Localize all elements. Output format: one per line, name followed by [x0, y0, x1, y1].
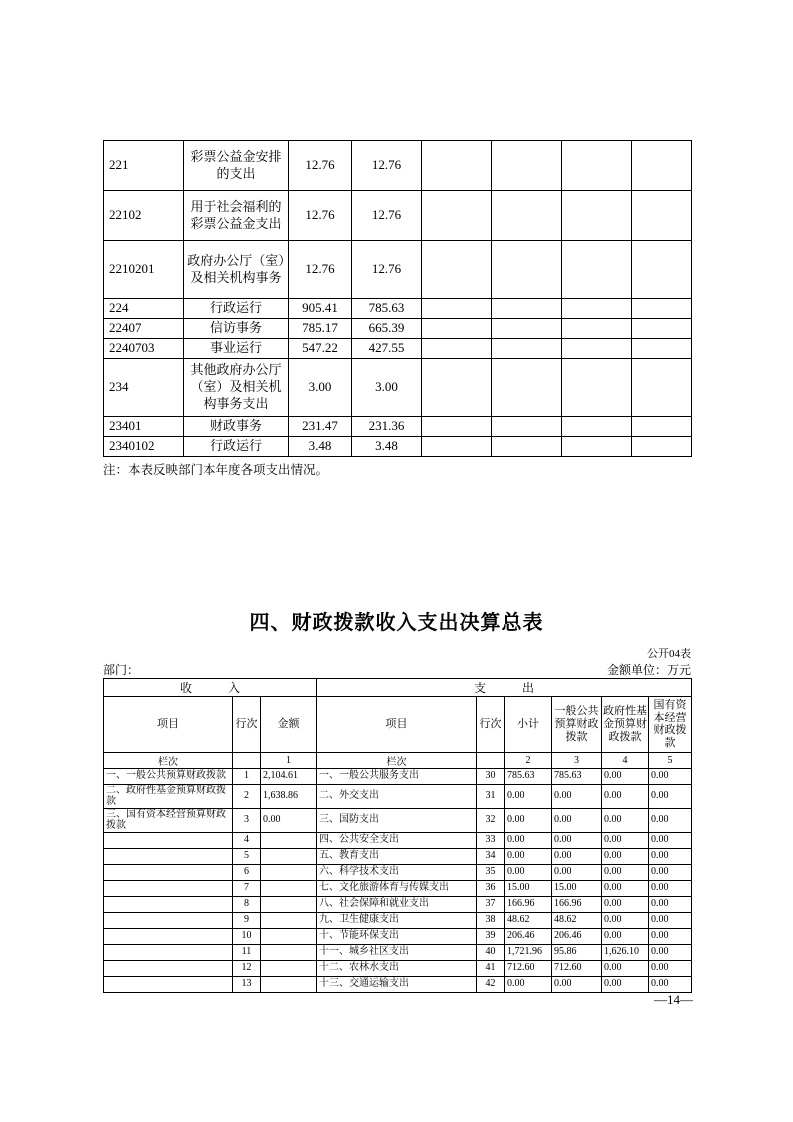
empty-cell	[632, 359, 692, 417]
amount-cell: 12.76	[352, 241, 422, 299]
empty-cell	[492, 359, 562, 417]
empty-cell	[492, 141, 562, 191]
expense-rowno-cell: 40	[477, 944, 505, 960]
income-item-header: 项目	[104, 697, 233, 753]
column-number: 1	[261, 752, 317, 768]
gov-fund-cell: 0.00	[602, 848, 649, 864]
income-amount-cell	[261, 864, 317, 880]
summary-row	[104, 944, 692, 960]
column-number: 5	[649, 752, 692, 768]
income-amount-cell	[261, 976, 317, 992]
general-budget-cell: 785.63	[552, 768, 602, 784]
amount-cell: 3.48	[289, 437, 352, 457]
general-budget-header: 一般公共预算财政拨款	[552, 697, 602, 753]
state-capital-cell: 0.00	[649, 848, 692, 864]
empty-cell	[632, 437, 692, 457]
income-item-cell	[104, 896, 233, 912]
empty-cell	[562, 241, 632, 299]
gov-fund-cell: 0.00	[602, 928, 649, 944]
subtotal-cell: 0.00	[505, 976, 552, 992]
amount-cell: 427.55	[352, 339, 422, 359]
empty-cell	[422, 319, 492, 339]
code-cell: 22102	[104, 191, 184, 241]
section-title: 四、财政拨款收入支出决算总表	[249, 612, 544, 634]
amount-cell: 3.00	[289, 359, 352, 417]
expense-rowno-cell: 34	[477, 848, 505, 864]
state-capital-cell: 0.00	[649, 808, 692, 832]
general-budget-cell: 0.00	[552, 784, 602, 808]
income-amount-cell	[261, 880, 317, 896]
income-item-cell	[104, 832, 233, 848]
general-budget-cell: 712.60	[552, 960, 602, 976]
income-amount-cell	[261, 848, 317, 864]
page-number: —14—	[654, 992, 693, 1007]
income-amount-cell: 0.00	[261, 808, 317, 832]
general-budget-cell: 0.00	[552, 976, 602, 992]
state-capital-header: 国有资本经营财政拨款	[649, 697, 692, 753]
table-row	[104, 141, 692, 191]
income-amount-cell	[261, 944, 317, 960]
amount-cell: 785.63	[352, 299, 422, 319]
table-row	[104, 241, 692, 299]
gov-fund-cell: 0.00	[602, 960, 649, 976]
income-rowno-cell: 5	[233, 848, 261, 864]
state-capital-cell: 0.00	[649, 768, 692, 784]
gov-fund-cell: 1,626.10	[602, 944, 649, 960]
code-cell: 23401	[104, 417, 184, 437]
empty-cell	[562, 299, 632, 319]
unit-label: 金额单位：万元	[606, 663, 691, 677]
summary-row	[104, 912, 692, 928]
income-rowno-cell: 13	[233, 976, 261, 992]
income-rowno-cell: 11	[233, 944, 261, 960]
expense-rowno-cell: 39	[477, 928, 505, 944]
summary-row	[104, 848, 692, 864]
income-rowno-cell: 1	[233, 768, 261, 784]
summary-row	[104, 928, 692, 944]
gov-fund-cell: 0.00	[602, 808, 649, 832]
expense-item-cell: 十一、城乡社区支出	[317, 944, 477, 960]
income-item-cell	[104, 976, 233, 992]
income-amount-cell: 2,104.61	[261, 768, 317, 784]
general-budget-cell: 0.00	[552, 832, 602, 848]
subtotal-cell: 0.00	[505, 808, 552, 832]
income-amount-cell	[261, 832, 317, 848]
amount-cell: 547.22	[289, 339, 352, 359]
general-budget-cell: 0.00	[552, 808, 602, 832]
state-capital-cell: 0.00	[649, 880, 692, 896]
income-item-cell	[104, 928, 233, 944]
gov-fund-cell: 0.00	[602, 976, 649, 992]
gov-fund-cell: 0.00	[602, 912, 649, 928]
state-capital-cell: 0.00	[649, 976, 692, 992]
table-row	[104, 339, 692, 359]
empty-cell	[422, 339, 492, 359]
subtotal-cell: 0.00	[505, 784, 552, 808]
empty-cell	[422, 241, 492, 299]
table-note: 注：本表反映部门本年度各项支出情况。	[103, 463, 329, 477]
empty-cell	[492, 339, 562, 359]
gov-fund-cell: 0.00	[602, 880, 649, 896]
lanci-label: 栏次	[317, 752, 477, 768]
state-capital-cell: 0.00	[649, 784, 692, 808]
item-name-cell: 财政事务	[184, 417, 289, 437]
expense-item-cell: 八、社会保障和就业支出	[317, 896, 477, 912]
empty-cell	[632, 319, 692, 339]
empty-cell	[562, 437, 632, 457]
item-name-cell: 彩票公益金安排的支出	[184, 141, 289, 191]
expense-rowno-cell: 31	[477, 784, 505, 808]
empty-cell	[562, 417, 632, 437]
empty-cell	[562, 191, 632, 241]
income-rowno-cell: 8	[233, 896, 261, 912]
item-name-cell: 行政运行	[184, 437, 289, 457]
income-item-cell: 三、国有资本经营预算财政拨款	[104, 808, 233, 832]
empty-cell	[422, 437, 492, 457]
state-capital-cell: 0.00	[649, 960, 692, 976]
table-row	[104, 437, 692, 457]
amount-cell: 231.36	[352, 417, 422, 437]
expense-rowno-cell: 41	[477, 960, 505, 976]
empty-cell	[632, 339, 692, 359]
summary-row	[104, 832, 692, 848]
subtotal-cell: 712.60	[505, 960, 552, 976]
income-amount-cell: 1,638.86	[261, 784, 317, 808]
table-row	[104, 359, 692, 417]
code-cell: 22407	[104, 319, 184, 339]
column-number: 2	[505, 752, 552, 768]
state-capital-cell: 0.00	[649, 864, 692, 880]
amount-cell: 905.41	[289, 299, 352, 319]
lanci-label: 栏次	[104, 752, 233, 768]
summary-row	[104, 864, 692, 880]
empty-cell	[632, 141, 692, 191]
table-row	[104, 319, 692, 339]
amount-cell: 785.17	[289, 319, 352, 339]
empty-cell	[562, 141, 632, 191]
amount-cell: 12.76	[352, 141, 422, 191]
expense-rowno-cell: 30	[477, 768, 505, 784]
empty-cell	[477, 752, 505, 768]
department-label: 部门：	[103, 663, 140, 677]
expenditure-detail-block	[103, 140, 691, 478]
column-number: 3	[552, 752, 602, 768]
gov-fund-cell: 0.00	[602, 864, 649, 880]
income-item-cell	[104, 880, 233, 896]
expense-item-cell: 三、国防支出	[317, 808, 477, 832]
amount-cell: 3.00	[352, 359, 422, 417]
income-rowno-cell: 12	[233, 960, 261, 976]
column-number-row	[104, 752, 692, 768]
expense-rowno-cell: 37	[477, 896, 505, 912]
expense-rowno-cell: 32	[477, 808, 505, 832]
empty-cell	[492, 319, 562, 339]
subtotal-cell: 206.46	[505, 928, 552, 944]
item-name-cell: 行政运行	[184, 299, 289, 319]
expense-item-cell: 六、科学技术支出	[317, 864, 477, 880]
income-section-header: 收 入	[104, 679, 317, 697]
empty-cell	[422, 299, 492, 319]
subtotal-header: 小计	[505, 697, 552, 753]
subtotal-cell: 1,721.96	[505, 944, 552, 960]
income-rowno-header: 行次	[233, 697, 261, 753]
income-item-cell: 一、一般公共预算财政拨款	[104, 768, 233, 784]
subtotal-cell: 48.62	[505, 912, 552, 928]
code-cell: 2340102	[104, 437, 184, 457]
summary-row	[104, 784, 692, 808]
item-name-cell: 用于社会福利的彩票公益金支出	[184, 191, 289, 241]
income-amount-cell	[261, 896, 317, 912]
table-row	[104, 191, 692, 241]
amount-cell: 665.39	[352, 319, 422, 339]
expense-section-header: 支 出	[317, 679, 692, 697]
income-rowno-cell: 2	[233, 784, 261, 808]
subtotal-cell: 785.63	[505, 768, 552, 784]
code-cell: 224	[104, 299, 184, 319]
expense-item-cell: 二、外交支出	[317, 784, 477, 808]
income-item-cell	[104, 848, 233, 864]
empty-cell	[422, 417, 492, 437]
state-capital-cell: 0.00	[649, 928, 692, 944]
item-name-cell: 政府办公厅（室）及相关机构事务	[184, 241, 289, 299]
expense-item-cell: 四、公共安全支出	[317, 832, 477, 848]
empty-cell	[632, 191, 692, 241]
general-budget-cell: 206.46	[552, 928, 602, 944]
item-name-cell: 事业运行	[184, 339, 289, 359]
expense-rowno-cell: 38	[477, 912, 505, 928]
form-number-label: 公开04表	[647, 648, 691, 660]
income-item-cell	[104, 912, 233, 928]
code-cell: 234	[104, 359, 184, 417]
empty-cell	[632, 241, 692, 299]
empty-cell	[492, 241, 562, 299]
empty-cell	[492, 299, 562, 319]
item-name-cell: 其他政府办公厅（室）及相关机构事务支出	[184, 359, 289, 417]
empty-cell	[233, 752, 261, 768]
empty-cell	[632, 417, 692, 437]
expense-item-cell: 十二、农林水支出	[317, 960, 477, 976]
empty-cell	[422, 359, 492, 417]
state-capital-cell: 0.00	[649, 896, 692, 912]
income-rowno-cell: 6	[233, 864, 261, 880]
code-cell: 2210201	[104, 241, 184, 299]
expense-item-header: 项目	[317, 697, 477, 753]
state-capital-cell: 0.00	[649, 944, 692, 960]
table-row	[104, 299, 692, 319]
summary-row	[104, 976, 692, 992]
code-cell: 221	[104, 141, 184, 191]
expenditure-detail-table	[103, 140, 692, 457]
empty-cell	[492, 417, 562, 437]
expense-item-cell: 十、节能环保支出	[317, 928, 477, 944]
empty-cell	[632, 299, 692, 319]
general-budget-cell: 15.00	[552, 880, 602, 896]
income-rowno-cell: 9	[233, 912, 261, 928]
gov-fund-cell: 0.00	[602, 832, 649, 848]
empty-cell	[492, 191, 562, 241]
general-budget-cell: 0.00	[552, 848, 602, 864]
income-amount-cell	[261, 960, 317, 976]
empty-cell	[562, 339, 632, 359]
expense-item-cell: 一、一般公共服务支出	[317, 768, 477, 784]
fiscal-summary-table	[103, 678, 692, 993]
summary-row	[104, 808, 692, 832]
expense-rowno-cell: 36	[477, 880, 505, 896]
summary-row	[104, 960, 692, 976]
expense-rowno-cell: 35	[477, 864, 505, 880]
income-amount-cell	[261, 928, 317, 944]
expense-item-cell: 十三、交通运输支出	[317, 976, 477, 992]
state-capital-cell: 0.00	[649, 912, 692, 928]
subtotal-cell: 15.00	[505, 880, 552, 896]
expense-item-cell: 九、卫生健康支出	[317, 912, 477, 928]
empty-cell	[562, 319, 632, 339]
gov-fund-header: 政府性基金预算财政拨款	[602, 697, 649, 753]
amount-cell: 12.76	[289, 241, 352, 299]
expense-item-cell: 七、文化旅游体育与传媒支出	[317, 880, 477, 896]
summary-row	[104, 880, 692, 896]
general-budget-cell: 95.86	[552, 944, 602, 960]
section-header-row	[104, 679, 692, 697]
amount-cell: 12.76	[352, 191, 422, 241]
amount-cell: 12.76	[289, 191, 352, 241]
gov-fund-cell: 0.00	[602, 768, 649, 784]
subtotal-cell: 0.00	[505, 832, 552, 848]
gov-fund-cell: 0.00	[602, 896, 649, 912]
expense-rowno-cell: 42	[477, 976, 505, 992]
subtotal-cell: 0.00	[505, 848, 552, 864]
empty-cell	[422, 141, 492, 191]
item-name-cell: 信访事务	[184, 319, 289, 339]
income-rowno-cell: 7	[233, 880, 261, 896]
subtotal-cell: 0.00	[505, 864, 552, 880]
table-row	[104, 417, 692, 437]
summary-row	[104, 768, 692, 784]
empty-cell	[422, 191, 492, 241]
expense-rowno-header: 行次	[477, 697, 505, 753]
code-cell: 2240703	[104, 339, 184, 359]
income-amount-header: 金额	[261, 697, 317, 753]
income-item-cell: 二、政府性基金预算财政拨款	[104, 784, 233, 808]
general-budget-cell: 48.62	[552, 912, 602, 928]
general-budget-cell: 166.96	[552, 896, 602, 912]
income-item-cell	[104, 944, 233, 960]
empty-cell	[492, 437, 562, 457]
table-meta-line	[103, 661, 691, 678]
expense-item-cell: 五、教育支出	[317, 848, 477, 864]
amount-cell: 231.47	[289, 417, 352, 437]
income-rowno-cell: 3	[233, 808, 261, 832]
summary-row	[104, 896, 692, 912]
state-capital-cell: 0.00	[649, 832, 692, 848]
expense-rowno-cell: 33	[477, 832, 505, 848]
amount-cell: 3.48	[352, 437, 422, 457]
income-amount-cell	[261, 912, 317, 928]
subtotal-cell: 166.96	[505, 896, 552, 912]
general-budget-cell: 0.00	[552, 864, 602, 880]
income-rowno-cell: 10	[233, 928, 261, 944]
column-header-row	[104, 697, 692, 753]
income-item-cell	[104, 960, 233, 976]
income-rowno-cell: 4	[233, 832, 261, 848]
income-item-cell	[104, 864, 233, 880]
empty-cell	[562, 359, 632, 417]
gov-fund-cell: 0.00	[602, 784, 649, 808]
amount-cell: 12.76	[289, 141, 352, 191]
column-number: 4	[602, 752, 649, 768]
